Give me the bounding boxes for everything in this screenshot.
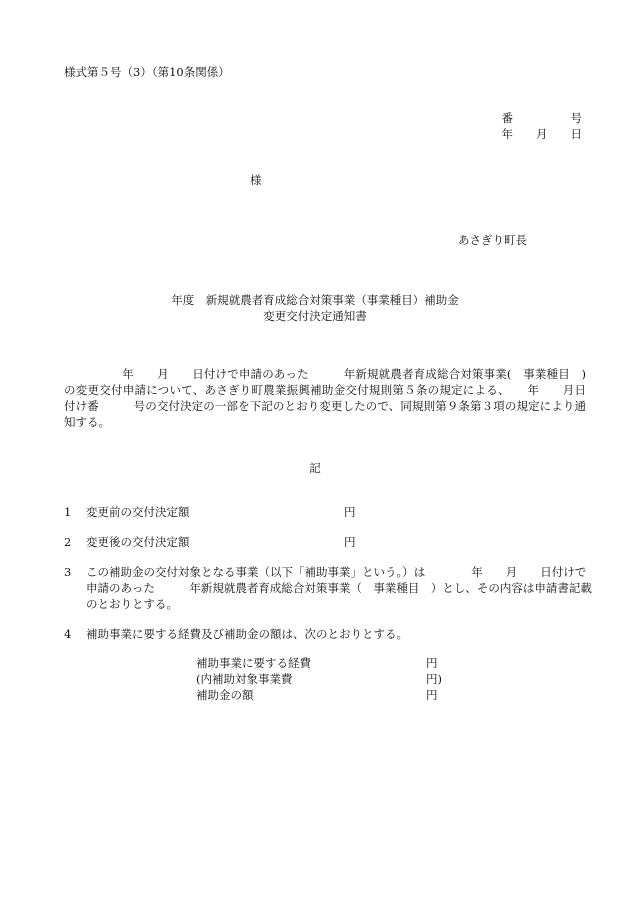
document-subtitle: 変更交付決定通知書	[263, 309, 367, 323]
item-3	[64, 564, 594, 612]
item-2	[64, 534, 594, 550]
item-text: 変更後の交付決定額	[86, 535, 190, 549]
reference-number: 番 号	[501, 111, 582, 125]
item-amount: 円	[344, 505, 356, 519]
item-number: 4	[64, 627, 72, 641]
document-date: 年 月 日	[501, 127, 582, 141]
document-title: 年度 新規就農者育成総合対策事業（事業種目）補助金	[171, 293, 459, 307]
item-number: 1	[64, 505, 72, 519]
item-1	[64, 504, 594, 520]
ki-heading: 記	[309, 461, 321, 475]
expense-row-eligible	[196, 671, 446, 687]
issuer-name: あさぎり町長	[458, 233, 527, 247]
body-paragraph: 年 月 日付けで申請のあった 年新規就農者育成総合対策事業( 事業種目 )の変更交付申請について、あさぎり町農業振興補助金交付規則第５条の規定による、 年 月日付け番 号の交付決定の一部を下記のとおり変更したので、同規則第９条第３項の規定により通知する。	[64, 367, 586, 429]
item-text: この補助金の交付対象となる事業（以下「補助事業」という。）は 年 月 日付けで申請のあった 年新規就農者育成総合対策事業（ 事業種目 ）とし、その内容は申請書記載のとおりとする。	[86, 565, 592, 611]
item-number: 2	[64, 535, 72, 549]
expense-row-subsidy	[196, 687, 446, 703]
expense-value: 円	[426, 688, 438, 702]
item-number: 3	[64, 565, 72, 579]
expense-row-total	[196, 655, 446, 671]
expense-label: 補助金の額	[196, 688, 254, 702]
item-text: 補助事業に要する経費及び補助金の額は、次のとおりとする。	[86, 627, 408, 641]
expense-label: (内補助対象事業費	[196, 672, 293, 686]
item-text: 変更前の交付決定額	[86, 505, 190, 519]
expense-label: 補助事業に要する経費	[196, 656, 311, 670]
item-4	[64, 626, 594, 642]
expense-value: 円	[426, 656, 438, 670]
expense-value: 円)	[426, 672, 442, 686]
addressee: 様	[250, 173, 262, 187]
form-number: 様式第５号（3）（第10条関係）	[64, 65, 230, 79]
item-amount: 円	[344, 535, 356, 549]
